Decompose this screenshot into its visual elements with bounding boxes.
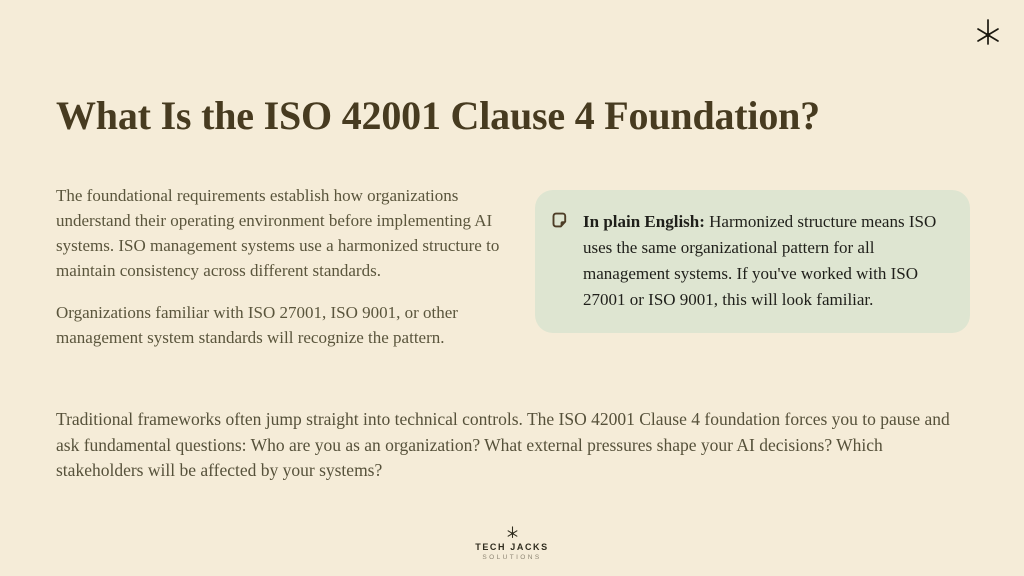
plain-english-callout xyxy=(535,190,970,333)
callout-lead: In plain English: xyxy=(583,212,705,231)
note-icon xyxy=(551,212,568,229)
page-title: What Is the ISO 42001 Clause 4 Foundation? xyxy=(56,93,820,138)
paragraph-organizations: Organizations familiar with ISO 27001, ISO 9001, or other management system standards will recognize the pattern. xyxy=(56,303,458,347)
callout-text xyxy=(583,209,942,313)
callout-body: Harmonized structure means ISO uses the same organizational pattern for all management systems. If you've worked with ISO 27001 or ISO 9001, this will look familiar. xyxy=(583,212,937,309)
sparkle-star-icon xyxy=(974,18,1002,52)
paragraph-foundational: The foundational requirements establish how organizations understand their operating environment before implementing AI systems. ISO management systems use a harmonized structure to maintain consistency across different standards. xyxy=(56,186,500,280)
brand-subtitle: SOLUTIONS xyxy=(482,554,542,561)
paragraph-traditional-frameworks: Traditional frameworks often jump straight into technical controls. The ISO 42001 Clause 4 foundation forces you to pause and ask fundamental questions: Who are you as an organization? What external pressures shape your AI decisions? Which stakeholders will be affected by your systems? xyxy=(56,409,950,480)
body-left-column xyxy=(56,183,506,350)
brand-logo xyxy=(0,526,1024,561)
brand-name: TECH JACKS xyxy=(475,542,549,552)
star-center xyxy=(986,33,990,37)
logo-sparkle-star-icon xyxy=(506,526,519,541)
